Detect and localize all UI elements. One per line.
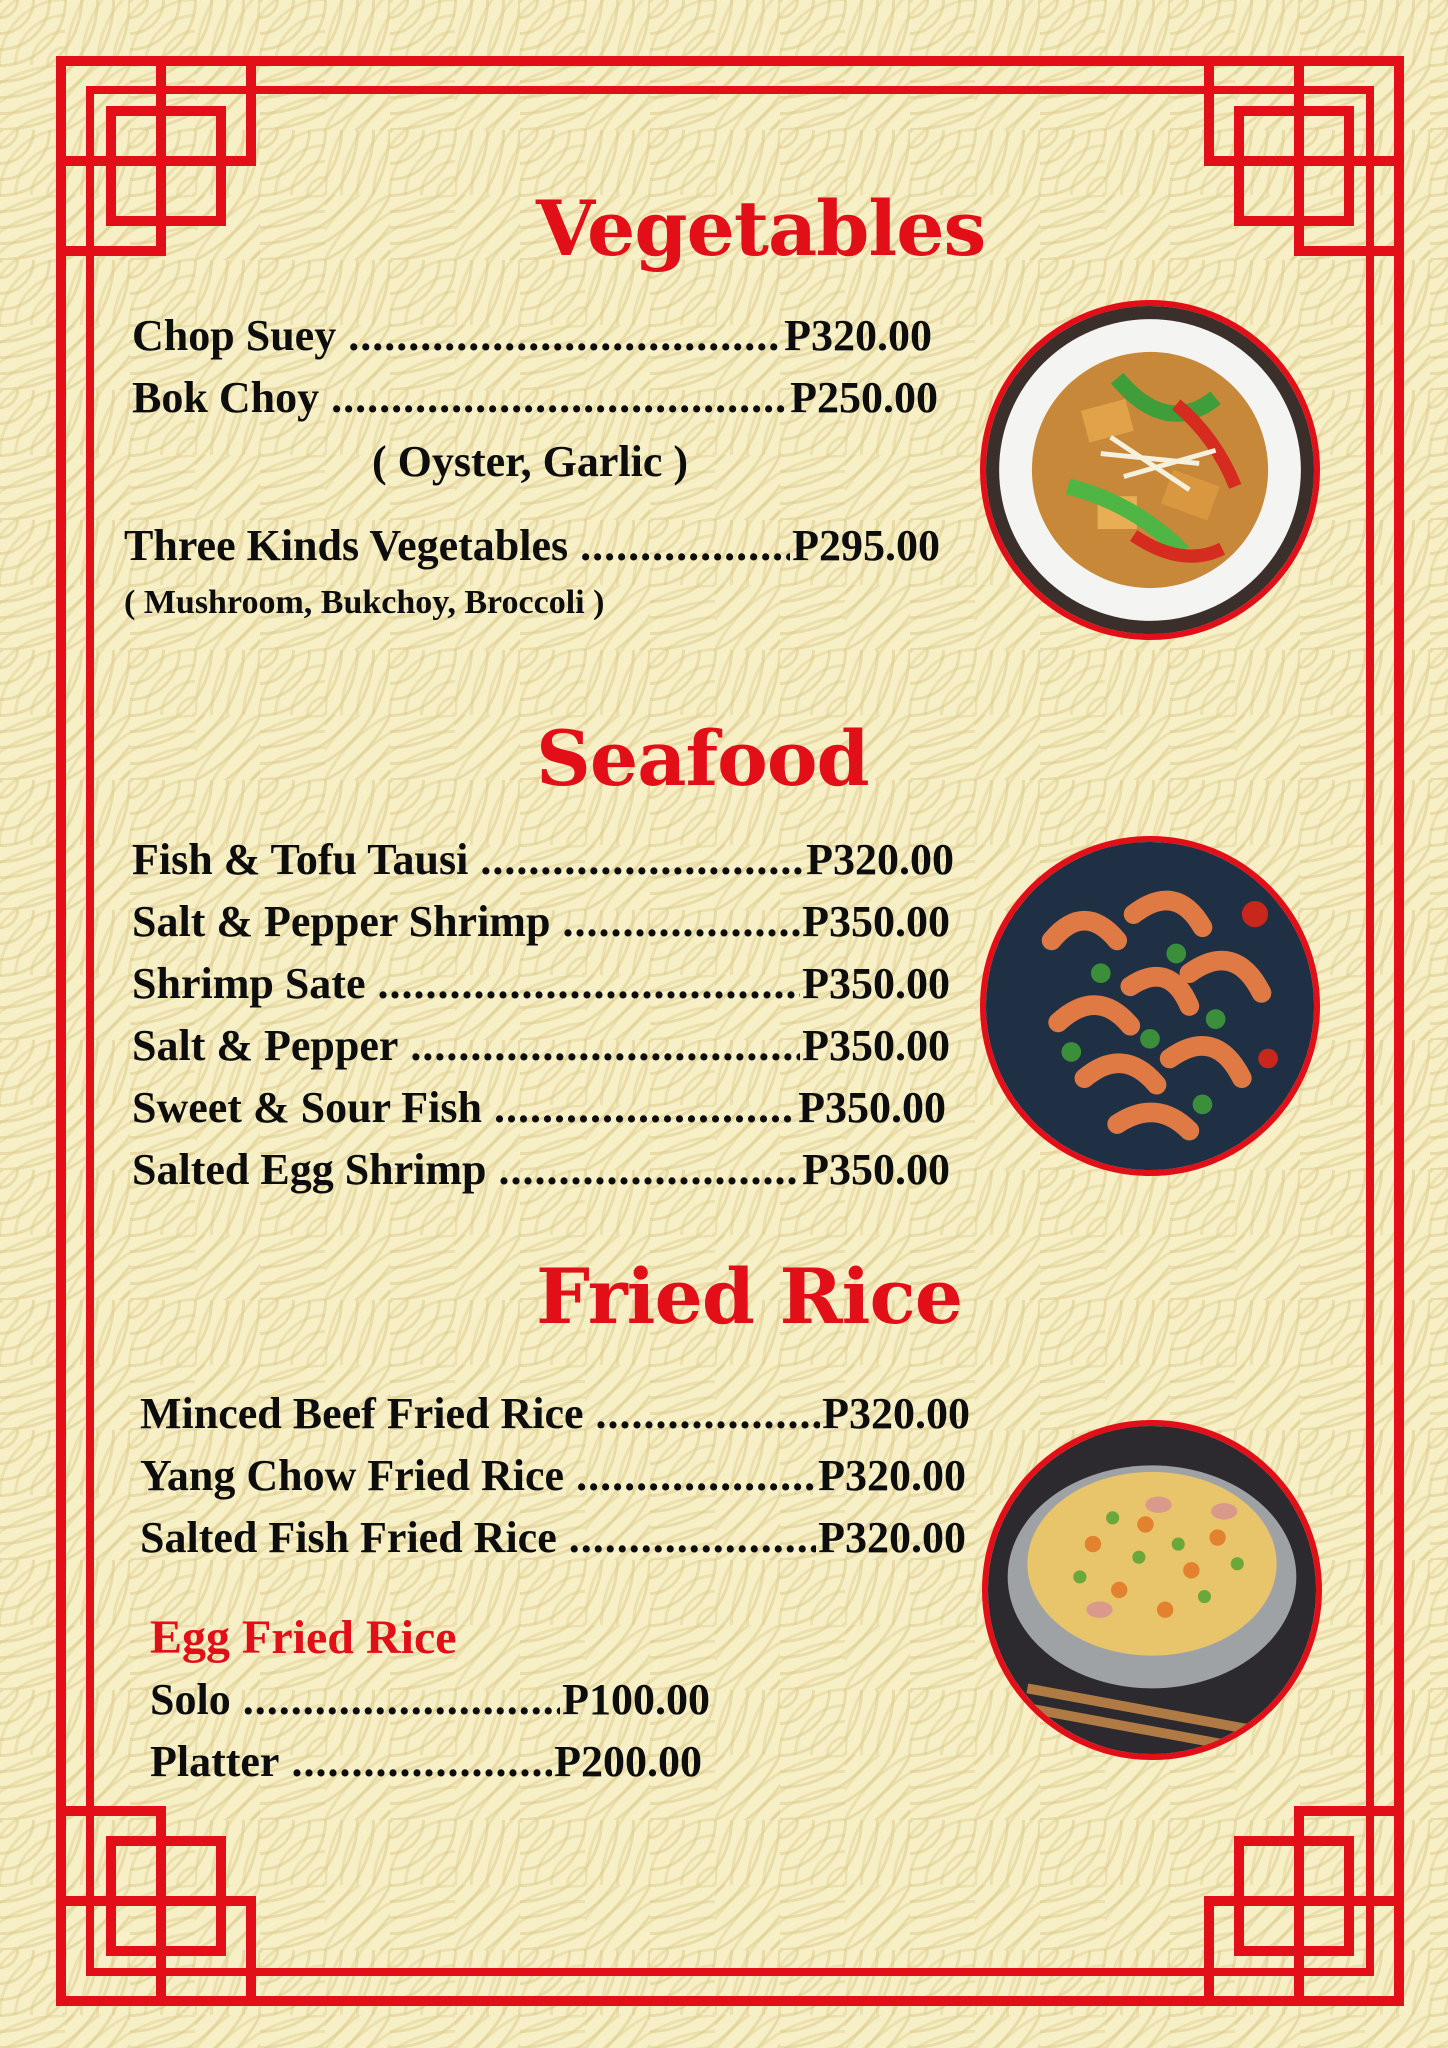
corner-ornament-top-left	[56, 56, 256, 256]
leader-dots	[580, 520, 790, 571]
item-price: P320.00	[806, 835, 954, 884]
leader-dots	[410, 1020, 800, 1071]
menu-item-fish-tofu-tausi	[132, 834, 954, 885]
leader-dots	[562, 896, 800, 947]
fried-rice-bowl-photo	[982, 1420, 1322, 1760]
bok-choy-note: ( Oyster, Garlic )	[372, 437, 689, 486]
leader-dots	[576, 1450, 816, 1501]
item-name: Salted Fish Fried Rice	[140, 1513, 557, 1562]
item-price: P200.00	[554, 1737, 702, 1786]
item-price: P350.00	[802, 897, 950, 946]
item-price: P350.00	[802, 1145, 950, 1194]
corner-ornament-top-right	[1204, 56, 1404, 256]
menu-item-salted-fish-fried-rice	[140, 1512, 966, 1563]
menu-item-three-kinds-vegetables	[124, 520, 940, 571]
egg-fried-rice-subheading: Egg Fried Rice	[150, 1611, 457, 1664]
item-price: P320.00	[818, 1451, 966, 1500]
fried-rice-bowl-illustration	[988, 1426, 1316, 1754]
item-name: Minced Beef Fried Rice	[140, 1389, 584, 1438]
menu-item-bok-choy	[132, 372, 938, 423]
leader-dots	[499, 1144, 801, 1195]
menu-item-salt-pepper	[132, 1020, 950, 1071]
item-price: P350.00	[798, 1083, 946, 1132]
item-price: P350.00	[802, 1021, 950, 1070]
menu-item-minced-beef-fried-rice	[140, 1388, 970, 1439]
corner-ornament-bottom-left	[56, 1806, 256, 2006]
vegetable-plate-illustration	[986, 306, 1314, 634]
stir-fried-vegetables-photo	[980, 300, 1320, 640]
item-name: Chop Suey	[132, 311, 337, 360]
item-name: Yang Chow Fried Rice	[140, 1451, 565, 1500]
item-name: Bok Choy	[132, 373, 320, 422]
item-name: Sweet & Sour Fish	[132, 1083, 482, 1132]
menu-item-salted-egg-shrimp	[132, 1144, 950, 1195]
item-name: Shrimp Sate	[132, 959, 366, 1008]
item-price: P320.00	[818, 1513, 966, 1562]
leader-dots	[377, 958, 800, 1009]
item-price: P250.00	[790, 373, 938, 422]
item-name: Solo	[150, 1675, 231, 1724]
leader-dots	[348, 310, 782, 361]
shrimp-plate-illustration	[986, 842, 1314, 1170]
leader-dots	[494, 1082, 796, 1133]
menu-item-sweet-sour-fish	[132, 1082, 946, 1133]
vegetables-heading: Vegetables	[536, 184, 986, 273]
item-price: P100.00	[562, 1675, 710, 1724]
leader-dots	[331, 372, 788, 423]
item-price: P320.00	[784, 311, 932, 360]
item-name: Platter	[150, 1737, 280, 1786]
menu-item-egg-fried-rice-solo	[150, 1674, 710, 1725]
item-price: P295.00	[792, 521, 940, 570]
menu-item-salt-pepper-shrimp	[132, 896, 950, 947]
three-kinds-note: ( Mushroom, Bukchoy, Broccoli )	[124, 584, 605, 621]
leader-dots	[243, 1674, 560, 1725]
item-name: Salt & Pepper	[132, 1021, 399, 1070]
seafood-heading: Seafood	[536, 714, 869, 803]
item-name: Salted Egg Shrimp	[132, 1145, 487, 1194]
menu-item-egg-fried-rice-platter	[150, 1736, 702, 1787]
menu-item-yang-chow-fried-rice	[140, 1450, 966, 1501]
item-name: Salt & Pepper Shrimp	[132, 897, 551, 946]
corner-ornament-bottom-right	[1204, 1806, 1404, 2006]
item-name: Fish & Tofu Tausi	[132, 835, 469, 884]
menu-item-chop-suey	[132, 310, 932, 361]
item-price: P320.00	[822, 1389, 970, 1438]
leader-dots	[480, 834, 804, 885]
item-price: P350.00	[802, 959, 950, 1008]
item-name: Three Kinds Vegetables	[124, 521, 569, 570]
leader-dots	[569, 1512, 816, 1563]
leader-dots	[596, 1388, 821, 1439]
shrimp-dish-photo	[980, 836, 1320, 1176]
leader-dots	[291, 1736, 552, 1787]
fried-rice-heading: Fried Rice	[536, 1252, 963, 1341]
menu-item-shrimp-sate	[132, 958, 950, 1009]
